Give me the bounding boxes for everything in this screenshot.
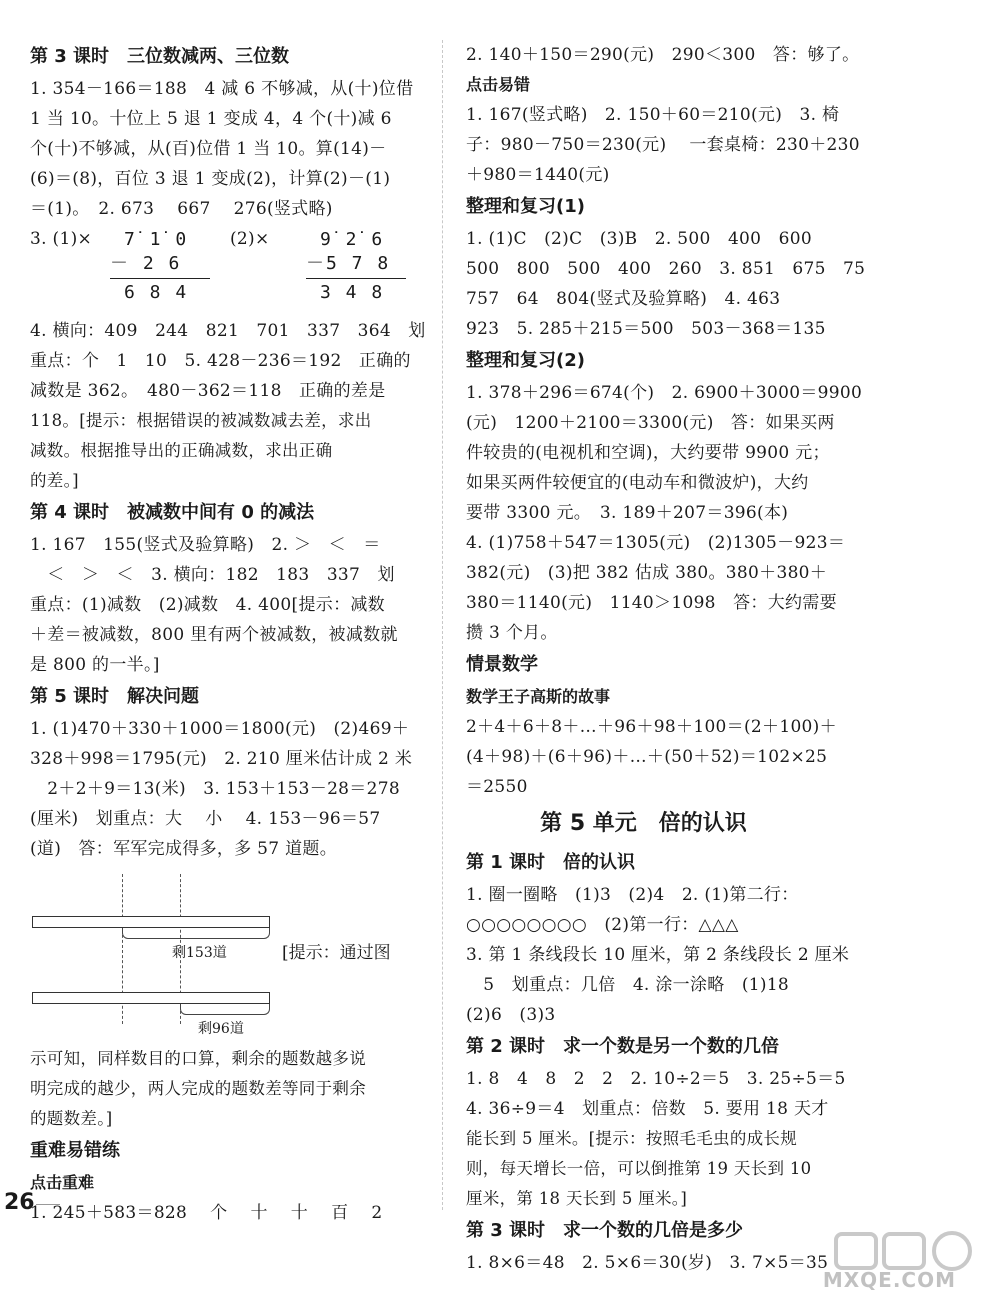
calc-top: 7̇ 1̇ 0	[124, 229, 189, 250]
lesson5-text	[30, 714, 425, 864]
text-line: 1. 圈一圈略 (1)3 (2)4 2. (1)第二行：	[466, 885, 799, 905]
text-line: 1. 8 4 8 2 2 2. 10÷2＝5 3. 25÷5＝5	[466, 1069, 846, 1089]
text-line: (4＋98)＋(6＋96)＋…＋(50＋52)＝102×25	[466, 747, 828, 767]
unit-lesson2-title: 第 2 课时 求一个数是另一个数的几倍	[466, 1036, 780, 1057]
calc-label-2: (2)×	[230, 229, 270, 249]
figure-note	[30, 1044, 425, 1134]
text-line: 3. 第 1 条线段长 10 厘米，第 2 条线段长 2 厘米	[466, 945, 850, 965]
lesson3-text-b	[30, 316, 425, 496]
text-line: 380＝1140(元) 1140＞1098 答：大约需要	[466, 593, 837, 613]
calc-top: 9̇ 2̇ 6	[320, 229, 385, 250]
text-line: 重点：(1)减数 (2)减数 4. 400[提示：减数	[30, 595, 385, 615]
calc-rule	[110, 278, 210, 279]
text-line: 1. 245＋583＝828 个 十 十 百 2	[30, 1203, 383, 1223]
bar-bottom	[32, 992, 270, 1004]
text-line: ○○○○○○○○ (2)第一行：△△△	[466, 915, 739, 935]
text-line: ＝(1)。 2. 673 667 276(竖式略)	[30, 199, 333, 219]
text-line: ＋差＝被减数，800 里有两个被减数，被减数就	[30, 625, 398, 645]
text-line: 如果买两件较便宜的(电动车和微波炉)，大约	[466, 473, 809, 493]
hint-line: 能长到 5 厘米。[提示：按照毛毛虫的成长规	[466, 1129, 798, 1148]
unit-lesson3-title: 第 3 课时 求一个数的几倍是多少	[466, 1220, 744, 1241]
hint-line: 厘米，第 18 天长到 5 厘米。]	[466, 1189, 688, 1208]
story-title: 数学王子高斯的故事	[466, 687, 611, 706]
sub-title: 点击重难	[30, 1173, 95, 1192]
text-line: 5 划重点：几倍 4. 涂一涂略 (1)18	[466, 975, 790, 995]
text-line: 重点：个 1 10 5. 428－236＝192 正确的	[30, 351, 411, 371]
lesson5-title: 第 5 课时 解决问题	[30, 686, 200, 707]
hint-line: 118。[提示：根据错误的被减数减去差，求出	[30, 411, 372, 430]
left-column	[30, 40, 425, 1228]
text-line: 328＋998＝1795(元) 2. 210 厘米估计成 2 米	[30, 749, 413, 769]
unit-title: 第 5 单元 倍的认识	[540, 811, 747, 836]
text-line: 1 当 10。十位上 5 退 1 变成 4，4 个(十)减 6	[30, 109, 392, 129]
text-line: (厘米) 划重点：大 小 4. 153－96＝57	[30, 809, 381, 829]
text-line: 1. 167(竖式略) 2. 150＋60＝210(元) 3. 椅	[466, 105, 840, 125]
calc-subtrahend: －5 7 8	[306, 253, 391, 274]
text-line: (2)6 (3)3	[466, 1005, 556, 1025]
sub-title: 点击易错	[466, 75, 531, 94]
text-line: 个(十)不够减，从(百)位借 1 当 10。算(14)－	[30, 139, 387, 159]
page-number-rule	[36, 1204, 60, 1205]
right-column	[466, 40, 866, 1278]
vertical-calc-1	[110, 228, 210, 305]
brace-bottom	[180, 1004, 270, 1015]
review1-title: 整理和复习(1)	[466, 196, 585, 217]
review2-title: 整理和复习(2)	[466, 350, 585, 371]
vertical-calculations	[30, 224, 425, 316]
hint-line: 则，每天增长一倍，可以倒推第 19 天长到 10	[466, 1159, 812, 1178]
text-line: 1. 167 155(竖式及验算略) 2. ＞ ＜ ＝	[30, 535, 381, 555]
text-line: 要带 3300 元。 3. 189＋207＝396(本)	[466, 503, 789, 523]
unit-lesson1-title: 第 1 课时 倍的认识	[466, 852, 636, 873]
text-line: 子：980－750＝230(元) 一套桌椅：230＋230	[466, 135, 860, 155]
text-line: (道) 答：军军完成得多，多 57 道题。	[30, 839, 338, 859]
hint-line: 减数。根据推导出的正确减数，求出正确	[30, 441, 333, 460]
text-line: ＋980＝1440(元)	[466, 165, 610, 185]
calc-subtrahend: － 2 6	[110, 253, 182, 274]
text-line: (元) 1200＋2100＝3300(元) 答：如果买两	[466, 413, 835, 433]
text-line: 是 800 的一半。]	[30, 655, 160, 675]
remaining-label-1: 剩153道	[172, 945, 227, 961]
text-line: 923 5. 285＋215＝500 503－368＝135	[466, 319, 826, 339]
text-line: ＜ ＞ ＜ 3. 横向：182 183 337 划	[30, 565, 395, 585]
text-line: 1. 354－166＝188 4 减 6 不够减，从(十)位借	[30, 79, 414, 99]
text-line: 757 64 804(竖式及验算略) 4. 463	[466, 289, 781, 309]
text-line: (6)＝(8)，百位 3 退 1 变成(2)，计算(2)－(1)	[30, 169, 391, 189]
text-line: 攒 3 个月。	[466, 623, 558, 643]
section-title: 重难易错练	[30, 1140, 120, 1161]
watermark	[822, 1228, 980, 1298]
calc-result: 6 8 4	[124, 282, 189, 303]
text-line: 1. 378＋296＝674(个) 2. 6900＋3000＝9900	[466, 383, 863, 403]
text-line: 4. 横向：409 244 821 701 337 364 划	[30, 321, 426, 341]
hint-line: 示可知，同样数目的口算，剩余的题数越多说	[30, 1049, 366, 1068]
hint-line: 明完成的越少，两人完成的题数差等同于剩余	[30, 1079, 366, 1098]
hint-line: 的题数差。]	[30, 1109, 113, 1128]
text-line: 1. 8×6＝48 2. 5×6＝30(岁) 3. 7×5＝35	[466, 1253, 829, 1273]
lesson4-text	[30, 530, 425, 680]
hint-line: 的差。]	[30, 471, 79, 490]
text-line: 1. (1)470＋330＋1000＝1800(元) (2)469＋	[30, 719, 410, 739]
text-line: 500 800 500 400 260 3. 851 675 75	[466, 259, 866, 279]
figure-hint: [提示：通过图	[282, 943, 391, 963]
text-line: 4. 36÷9＝4 划重点：倍数 5. 要用 18 天才	[466, 1099, 829, 1119]
text-line: 382(元) (3)把 382 估成 380。380＋380＋	[466, 563, 828, 583]
page-number: 26	[4, 1190, 35, 1215]
text-line: 2＋2＋9＝13(米) 3. 153＋153－28＝278	[30, 779, 400, 799]
lesson3-title: 第 3 课时 三位数减两、三位数	[30, 46, 290, 67]
lesson4-title: 第 4 课时 被减数中间有 0 的减法	[30, 502, 315, 523]
review2-text	[466, 378, 861, 648]
text-line: 减数是 362。 480－362＝118 正确的差是	[30, 381, 386, 401]
unit-lesson1-text	[466, 880, 861, 1030]
sub1-text	[466, 100, 861, 190]
text-line: 2. 140＋150＝290(元) 290＜300 答：够了。	[466, 45, 860, 65]
text-line: ＝2550	[466, 777, 528, 797]
review1-text	[466, 224, 866, 344]
lesson3-text	[30, 74, 425, 224]
text-line: 4. (1)758＋547＝1305(元) (2)1305－923＝	[466, 533, 846, 553]
text-line: 件较贵的(电视机和空调)，大约要带 9900 元；	[466, 443, 830, 463]
calc-rule	[306, 278, 406, 279]
line-diagram	[30, 864, 425, 1044]
watermark-text: MXQE.COM	[822, 1268, 956, 1292]
column-divider	[442, 40, 443, 1210]
calc-label-1: 3. (1)×	[30, 229, 93, 249]
brace-top	[122, 928, 270, 939]
scene-title: 情景数学	[466, 654, 538, 675]
text-line: 2＋4＋6＋8＋…＋96＋98＋100＝(2＋100)＋	[466, 717, 837, 737]
remaining-label-2: 剩96道	[198, 1021, 244, 1037]
vertical-calc-2	[306, 228, 406, 305]
bar-top	[32, 916, 270, 928]
text-line: 1. (1)C (2)C (3)B 2. 500 400 600	[466, 229, 812, 249]
calc-result: 3 4 8	[320, 282, 385, 303]
unit-lesson2-text	[466, 1064, 861, 1214]
story-text	[466, 712, 861, 802]
